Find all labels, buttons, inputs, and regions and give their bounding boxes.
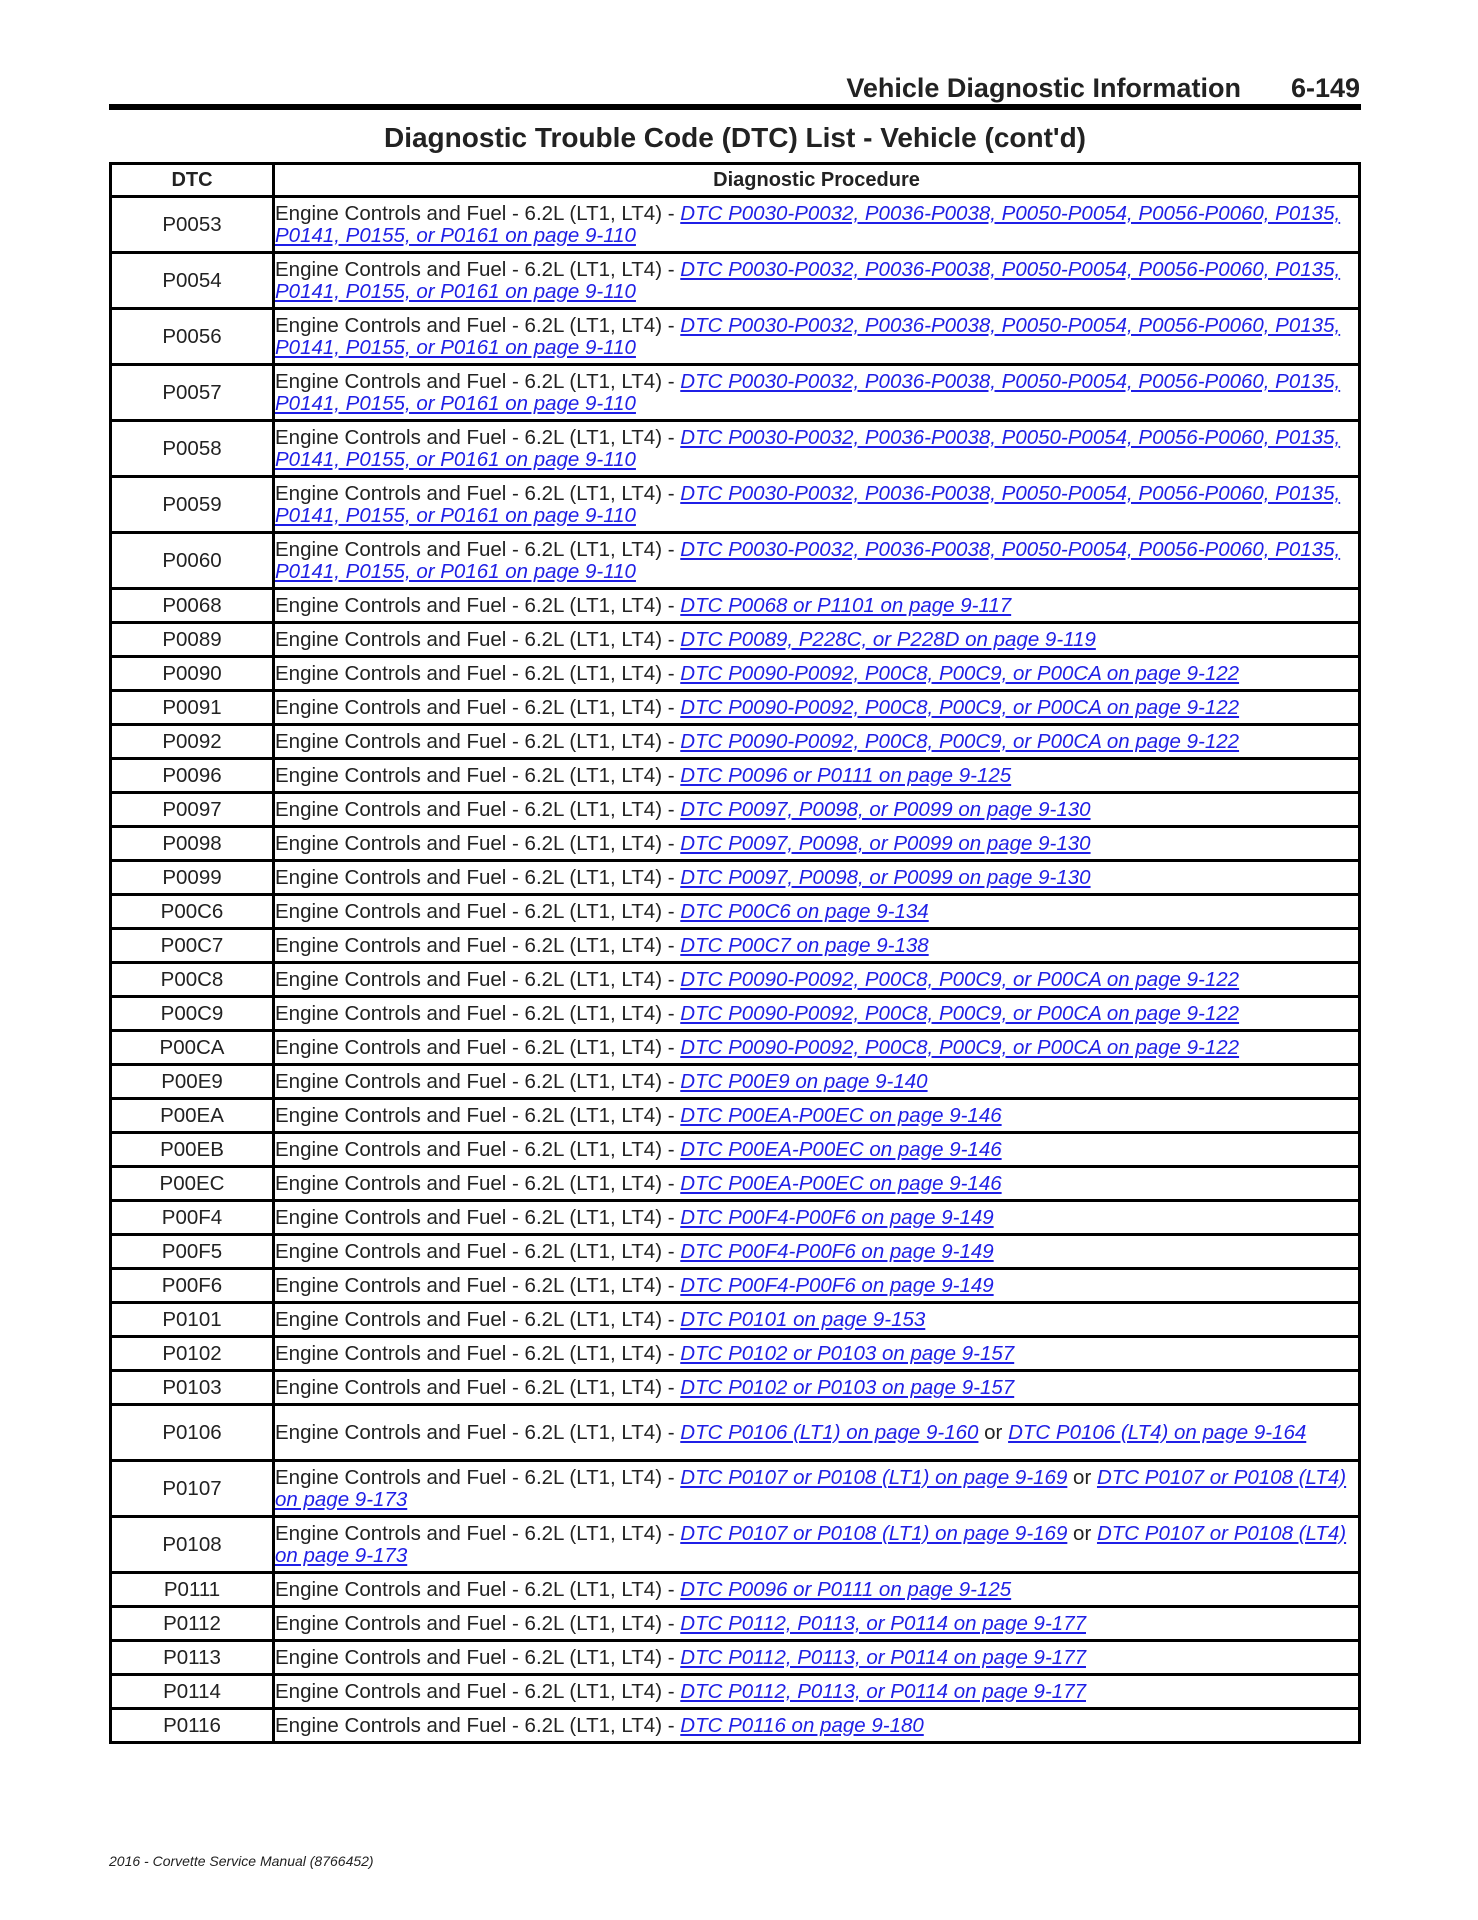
procedure-link[interactable]: DTC P00EA-P00EC on page 9-146 xyxy=(680,1171,1002,1195)
dtc-code: P0092 xyxy=(111,725,274,759)
procedure-category: Engine Controls and Fuel - 6.2L (LT1, LT4) - xyxy=(275,1103,681,1127)
table-row xyxy=(111,1517,1360,1573)
dtc-code: P00C7 xyxy=(111,929,274,963)
dtc-code: P0102 xyxy=(111,1337,274,1371)
procedure-category: Engine Controls and Fuel - 6.2L (LT1, LT4) - xyxy=(275,1069,681,1093)
procedure-category: Engine Controls and Fuel - 6.2L (LT1, LT4) - xyxy=(275,1273,681,1297)
diagnostic-procedure xyxy=(274,1099,1360,1133)
table-row xyxy=(111,1607,1360,1641)
table-header-row xyxy=(111,164,1360,197)
table-row xyxy=(111,1303,1360,1337)
diagnostic-procedure xyxy=(274,533,1360,589)
procedure-link[interactable]: DTC P00E9 on page 9-140 xyxy=(680,1069,928,1093)
procedure-category: Engine Controls and Fuel - 6.2L (LT1, LT4) - xyxy=(275,797,681,821)
procedure-category: Engine Controls and Fuel - 6.2L (LT1, LT4) - xyxy=(275,313,681,337)
diagnostic-procedure xyxy=(274,589,1360,623)
diagnostic-procedure xyxy=(274,793,1360,827)
table-row xyxy=(111,477,1360,533)
procedure-link[interactable]: DTC P00F4-P00F6 on page 9-149 xyxy=(680,1273,994,1297)
diagnostic-procedure xyxy=(274,895,1360,929)
procedure-link[interactable]: DTC P0107 or P0108 (LT4) on page 9-173 xyxy=(275,1521,1347,1567)
table-row xyxy=(111,365,1360,421)
table-row xyxy=(111,1065,1360,1099)
procedure-link[interactable]: DTC P0030-P0032, P0036-P0038, P0050-P0054, P0056-P0060, P0135, P0141, P0155, or P0161 on page 9-110 xyxy=(275,257,1341,303)
procedure-category: Engine Controls and Fuel - 6.2L (LT1, LT4) - xyxy=(275,933,681,957)
table-row xyxy=(111,1461,1360,1517)
table-row xyxy=(111,725,1360,759)
procedure-link[interactable]: DTC P0102 or P0103 on page 9-157 xyxy=(680,1375,1015,1399)
dtc-code: P0113 xyxy=(111,1641,274,1675)
procedure-link[interactable]: DTC P00F4-P00F6 on page 9-149 xyxy=(680,1239,994,1263)
procedure-link[interactable]: DTC P0030-P0032, P0036-P0038, P0050-P0054, P0056-P0060, P0135, P0141, P0155, or P0161 on page 9-110 xyxy=(275,201,1341,247)
procedure-category: Engine Controls and Fuel - 6.2L (LT1, LT4) - xyxy=(275,1137,681,1161)
procedure-category: Engine Controls and Fuel - 6.2L (LT1, LT4) - xyxy=(275,1307,681,1331)
procedure-category: Engine Controls and Fuel - 6.2L (LT1, LT4) - xyxy=(275,865,681,889)
procedure-link[interactable]: DTC P0096 or P0111 on page 9-125 xyxy=(680,763,1012,787)
diagnostic-procedure xyxy=(274,997,1360,1031)
dtc-code: P0059 xyxy=(111,477,274,533)
running-header xyxy=(109,70,1360,104)
table-row xyxy=(111,309,1360,365)
procedure-link[interactable]: DTC P0090-P0092, P00C8, P00C9, or P00CA on page 9-122 xyxy=(680,695,1240,719)
dtc-code: P0057 xyxy=(111,365,274,421)
diagnostic-procedure xyxy=(274,421,1360,477)
procedure-link[interactable]: DTC P0107 or P0108 (LT1) on page 9-169 xyxy=(680,1465,1068,1489)
diagnostic-procedure xyxy=(274,1337,1360,1371)
diagnostic-procedure xyxy=(274,1065,1360,1099)
procedure-category: Engine Controls and Fuel - 6.2L (LT1, LT4) - xyxy=(275,1521,681,1545)
table-row xyxy=(111,1405,1360,1461)
dtc-code: P0090 xyxy=(111,657,274,691)
dtc-code: P0107 xyxy=(111,1461,274,1517)
procedure-link[interactable]: DTC P0106 (LT1) on page 9-160 xyxy=(680,1420,979,1444)
dtc-code: P0108 xyxy=(111,1517,274,1573)
table-row xyxy=(111,1235,1360,1269)
dtc-table xyxy=(109,162,1361,1744)
dtc-code: P0054 xyxy=(111,253,274,309)
table-row xyxy=(111,1167,1360,1201)
dtc-code: P0053 xyxy=(111,197,274,253)
procedure-link[interactable]: DTC P0030-P0032, P0036-P0038, P0050-P0054, P0056-P0060, P0135, P0141, P0155, or P0161 on page 9-110 xyxy=(275,369,1341,415)
link-separator: or xyxy=(978,1420,1009,1444)
dtc-code: P0114 xyxy=(111,1675,274,1709)
table-row xyxy=(111,197,1360,253)
diagnostic-procedure xyxy=(274,1517,1360,1573)
table-title: Diagnostic Trouble Code (DTC) List - Vehicle (cont'd) xyxy=(383,122,1087,153)
procedure-category: Engine Controls and Fuel - 6.2L (LT1, LT4) - xyxy=(275,831,681,855)
diagnostic-procedure xyxy=(274,929,1360,963)
diagnostic-procedure xyxy=(274,1133,1360,1167)
dtc-code: P0112 xyxy=(111,1607,274,1641)
procedure-link[interactable]: DTC P0030-P0032, P0036-P0038, P0050-P0054, P0056-P0060, P0135, P0141, P0155, or P0161 on page 9-110 xyxy=(275,537,1341,583)
table-row xyxy=(111,963,1360,997)
diagnostic-procedure xyxy=(274,1201,1360,1235)
diagnostic-procedure xyxy=(274,1607,1360,1641)
diagnostic-procedure xyxy=(274,1573,1360,1607)
table-row xyxy=(111,861,1360,895)
dtc-code: P0058 xyxy=(111,421,274,477)
table-row xyxy=(111,827,1360,861)
procedure-category: Engine Controls and Fuel - 6.2L (LT1, LT4) - xyxy=(275,1713,681,1737)
procedure-category: Engine Controls and Fuel - 6.2L (LT1, LT4) - xyxy=(275,425,681,449)
table-row xyxy=(111,1573,1360,1607)
procedure-link[interactable]: DTC P0106 (LT4) on page 9-164 xyxy=(1008,1420,1307,1444)
procedure-link[interactable]: DTC P0068 or P1101 on page 9-117 xyxy=(680,593,1012,617)
table-row xyxy=(111,1709,1360,1743)
diagnostic-procedure xyxy=(274,1167,1360,1201)
procedure-category: Engine Controls and Fuel - 6.2L (LT1, LT4) - xyxy=(275,1239,681,1263)
procedure-category: Engine Controls and Fuel - 6.2L (LT1, LT4) - xyxy=(275,1465,681,1489)
procedure-link[interactable]: DTC P0030-P0032, P0036-P0038, P0050-P0054, P0056-P0060, P0135, P0141, P0155, or P0161 on page 9-110 xyxy=(275,313,1341,359)
table-row xyxy=(111,1675,1360,1709)
procedure-category: Engine Controls and Fuel - 6.2L (LT1, LT4) - xyxy=(275,695,681,719)
procedure-category: Engine Controls and Fuel - 6.2L (LT1, LT4) - xyxy=(275,1645,681,1669)
procedure-link[interactable]: DTC P0090-P0092, P00C8, P00C9, or P00CA on page 9-122 xyxy=(680,1035,1240,1059)
dtc-code: P0099 xyxy=(111,861,274,895)
procedure-category: Engine Controls and Fuel - 6.2L (LT1, LT4) - xyxy=(275,537,681,561)
column-header-procedure: Diagnostic Procedure xyxy=(274,164,1360,197)
page-number: 6-149 xyxy=(1290,73,1360,103)
dtc-code: P00E9 xyxy=(111,1065,274,1099)
table-row xyxy=(111,1269,1360,1303)
procedure-category: Engine Controls and Fuel - 6.2L (LT1, LT4) - xyxy=(275,1001,681,1025)
procedure-link[interactable]: DTC P0107 or P0108 (LT4) on page 9-173 xyxy=(275,1465,1347,1511)
table-row xyxy=(111,1371,1360,1405)
header-rule xyxy=(109,104,1361,110)
table-row xyxy=(111,759,1360,793)
table-row xyxy=(111,421,1360,477)
diagnostic-procedure xyxy=(274,1269,1360,1303)
diagnostic-procedure xyxy=(274,365,1360,421)
diagnostic-procedure xyxy=(274,861,1360,895)
procedure-category: Engine Controls and Fuel - 6.2L (LT1, LT4) - xyxy=(275,763,681,787)
diagnostic-procedure xyxy=(274,197,1360,253)
procedure-link[interactable]: DTC P00C7 on page 9-138 xyxy=(680,933,929,957)
dtc-code: P0068 xyxy=(111,589,274,623)
table-row xyxy=(111,253,1360,309)
dtc-code: P0106 xyxy=(111,1405,274,1461)
diagnostic-procedure xyxy=(274,1641,1360,1675)
diagnostic-procedure xyxy=(274,725,1360,759)
procedure-link[interactable]: DTC P0112, P0113, or P0114 on page 9-177 xyxy=(680,1679,1086,1703)
procedure-link[interactable]: DTC P0112, P0113, or P0114 on page 9-177 xyxy=(680,1645,1086,1669)
diagnostic-procedure xyxy=(274,1461,1360,1517)
procedure-category: Engine Controls and Fuel - 6.2L (LT1, LT4) - xyxy=(275,1375,681,1399)
table-row xyxy=(111,997,1360,1031)
table-row xyxy=(111,691,1360,725)
diagnostic-procedure xyxy=(274,1303,1360,1337)
table-row xyxy=(111,533,1360,589)
procedure-link[interactable]: DTC P0090-P0092, P00C8, P00C9, or P00CA on page 9-122 xyxy=(680,1001,1240,1025)
procedure-link[interactable]: DTC P0097, P0098, or P0099 on page 9-130 xyxy=(680,797,1091,821)
procedure-link[interactable]: DTC P0090-P0092, P00C8, P00C9, or P00CA on page 9-122 xyxy=(680,661,1240,685)
procedure-category: Engine Controls and Fuel - 6.2L (LT1, LT4) - xyxy=(275,1035,681,1059)
dtc-code: P00C8 xyxy=(111,963,274,997)
dtc-code: P0091 xyxy=(111,691,274,725)
dtc-code: P00EB xyxy=(111,1133,274,1167)
table-row xyxy=(111,589,1360,623)
dtc-code: P00C9 xyxy=(111,997,274,1031)
table-row xyxy=(111,623,1360,657)
dtc-code: P00CA xyxy=(111,1031,274,1065)
procedure-category: Engine Controls and Fuel - 6.2L (LT1, LT4) - xyxy=(275,899,681,923)
procedure-category: Engine Controls and Fuel - 6.2L (LT1, LT4) - xyxy=(275,201,681,225)
procedure-category: Engine Controls and Fuel - 6.2L (LT1, LT4) - xyxy=(275,481,681,505)
procedure-category: Engine Controls and Fuel - 6.2L (LT1, LT4) - xyxy=(275,369,681,393)
procedure-link[interactable]: DTC P0030-P0032, P0036-P0038, P0050-P0054, P0056-P0060, P0135, P0141, P0155, or P0161 on page 9-110 xyxy=(275,425,1341,471)
dtc-code: P00C6 xyxy=(111,895,274,929)
diagnostic-procedure xyxy=(274,691,1360,725)
column-header-dtc: DTC xyxy=(111,164,274,197)
procedure-link[interactable]: DTC P0101 on page 9-153 xyxy=(680,1307,926,1331)
procedure-category: Engine Controls and Fuel - 6.2L (LT1, LT4) - xyxy=(275,1420,681,1444)
section-title: Vehicle Diagnostic Information xyxy=(846,73,1241,103)
procedure-category: Engine Controls and Fuel - 6.2L (LT1, LT4) - xyxy=(275,1205,681,1229)
procedure-link[interactable]: DTC P0090-P0092, P00C8, P00C9, or P00CA on page 9-122 xyxy=(680,967,1240,991)
procedure-link[interactable]: DTC P0112, P0113, or P0114 on page 9-177 xyxy=(680,1611,1086,1635)
diagnostic-procedure xyxy=(274,657,1360,691)
table-row xyxy=(111,1133,1360,1167)
procedure-link[interactable]: DTC P00C6 on page 9-134 xyxy=(680,899,929,923)
procedure-category: Engine Controls and Fuel - 6.2L (LT1, LT4) - xyxy=(275,729,681,753)
procedure-category: Engine Controls and Fuel - 6.2L (LT1, LT4) - xyxy=(275,1577,681,1601)
dtc-code: P00F5 xyxy=(111,1235,274,1269)
procedure-link[interactable]: DTC P00EA-P00EC on page 9-146 xyxy=(680,1103,1002,1127)
diagnostic-procedure xyxy=(274,1405,1360,1461)
diagnostic-procedure xyxy=(274,1675,1360,1709)
dtc-code: P0101 xyxy=(111,1303,274,1337)
dtc-code: P0103 xyxy=(111,1371,274,1405)
link-separator: or xyxy=(1067,1521,1097,1545)
diagnostic-procedure xyxy=(274,477,1360,533)
table-row xyxy=(111,793,1360,827)
diagnostic-procedure xyxy=(274,1709,1360,1743)
table-row xyxy=(111,1031,1360,1065)
procedure-category: Engine Controls and Fuel - 6.2L (LT1, LT4) - xyxy=(275,593,681,617)
procedure-category: Engine Controls and Fuel - 6.2L (LT1, LT4) - xyxy=(275,967,681,991)
dtc-table-body xyxy=(111,197,1360,1743)
diagnostic-procedure xyxy=(274,827,1360,861)
procedure-link[interactable]: DTC P0090-P0092, P00C8, P00C9, or P00CA on page 9-122 xyxy=(680,729,1240,753)
table-row xyxy=(111,1201,1360,1235)
dtc-code: P0096 xyxy=(111,759,274,793)
procedure-link[interactable]: DTC P0097, P0098, or P0099 on page 9-130 xyxy=(680,831,1091,855)
dtc-code: P00EA xyxy=(111,1099,274,1133)
diagnostic-procedure xyxy=(274,963,1360,997)
table-row xyxy=(111,657,1360,691)
procedure-link[interactable]: DTC P0097, P0098, or P0099 on page 9-130 xyxy=(680,865,1091,889)
dtc-code: P0089 xyxy=(111,623,274,657)
dtc-code: P00EC xyxy=(111,1167,274,1201)
procedure-category: Engine Controls and Fuel - 6.2L (LT1, LT4) - xyxy=(275,661,681,685)
dtc-code: P00F4 xyxy=(111,1201,274,1235)
diagnostic-procedure xyxy=(274,759,1360,793)
procedure-link[interactable]: DTC P00EA-P00EC on page 9-146 xyxy=(680,1137,1002,1161)
dtc-code: P0116 xyxy=(111,1709,274,1743)
procedure-category: Engine Controls and Fuel - 6.2L (LT1, LT4) - xyxy=(275,1171,681,1195)
procedure-link[interactable]: DTC P00F4-P00F6 on page 9-149 xyxy=(680,1205,994,1229)
table-row xyxy=(111,1099,1360,1133)
procedure-link[interactable]: DTC P0116 on page 9-180 xyxy=(680,1713,924,1737)
procedure-category: Engine Controls and Fuel - 6.2L (LT1, LT4) - xyxy=(275,1679,681,1703)
procedure-link[interactable]: DTC P0102 or P0103 on page 9-157 xyxy=(680,1341,1015,1365)
diagnostic-procedure xyxy=(274,623,1360,657)
procedure-link[interactable]: DTC P0089, P228C, or P228D on page 9-119 xyxy=(680,627,1096,651)
table-row xyxy=(111,929,1360,963)
dtc-code: P0097 xyxy=(111,793,274,827)
table-row xyxy=(111,1337,1360,1371)
dtc-code: P0098 xyxy=(111,827,274,861)
link-separator: or xyxy=(1067,1465,1097,1489)
dtc-code: P0060 xyxy=(111,533,274,589)
procedure-link[interactable]: DTC P0096 or P0111 on page 9-125 xyxy=(680,1577,1012,1601)
diagnostic-procedure xyxy=(274,1371,1360,1405)
diagnostic-procedure xyxy=(274,1235,1360,1269)
procedure-category: Engine Controls and Fuel - 6.2L (LT1, LT4) - xyxy=(275,1341,681,1365)
dtc-code: P0056 xyxy=(111,309,274,365)
diagnostic-procedure xyxy=(274,309,1360,365)
procedure-category: Engine Controls and Fuel - 6.2L (LT1, LT4) - xyxy=(275,627,681,651)
procedure-category: Engine Controls and Fuel - 6.2L (LT1, LT4) - xyxy=(275,257,681,281)
table-row xyxy=(111,1641,1360,1675)
diagnostic-procedure xyxy=(274,253,1360,309)
procedure-link[interactable]: DTC P0107 or P0108 (LT1) on page 9-169 xyxy=(680,1521,1068,1545)
diagnostic-procedure xyxy=(274,1031,1360,1065)
procedure-link[interactable]: DTC P0030-P0032, P0036-P0038, P0050-P0054, P0056-P0060, P0135, P0141, P0155, or P0161 on page 9-110 xyxy=(275,481,1341,527)
procedure-category: Engine Controls and Fuel - 6.2L (LT1, LT4) - xyxy=(275,1611,681,1635)
footer-manual-title: 2016 - Corvette Service Manual (8766452) xyxy=(109,1853,374,1869)
dtc-code: P00F6 xyxy=(111,1269,274,1303)
table-row xyxy=(111,895,1360,929)
dtc-code: P0111 xyxy=(111,1573,274,1607)
